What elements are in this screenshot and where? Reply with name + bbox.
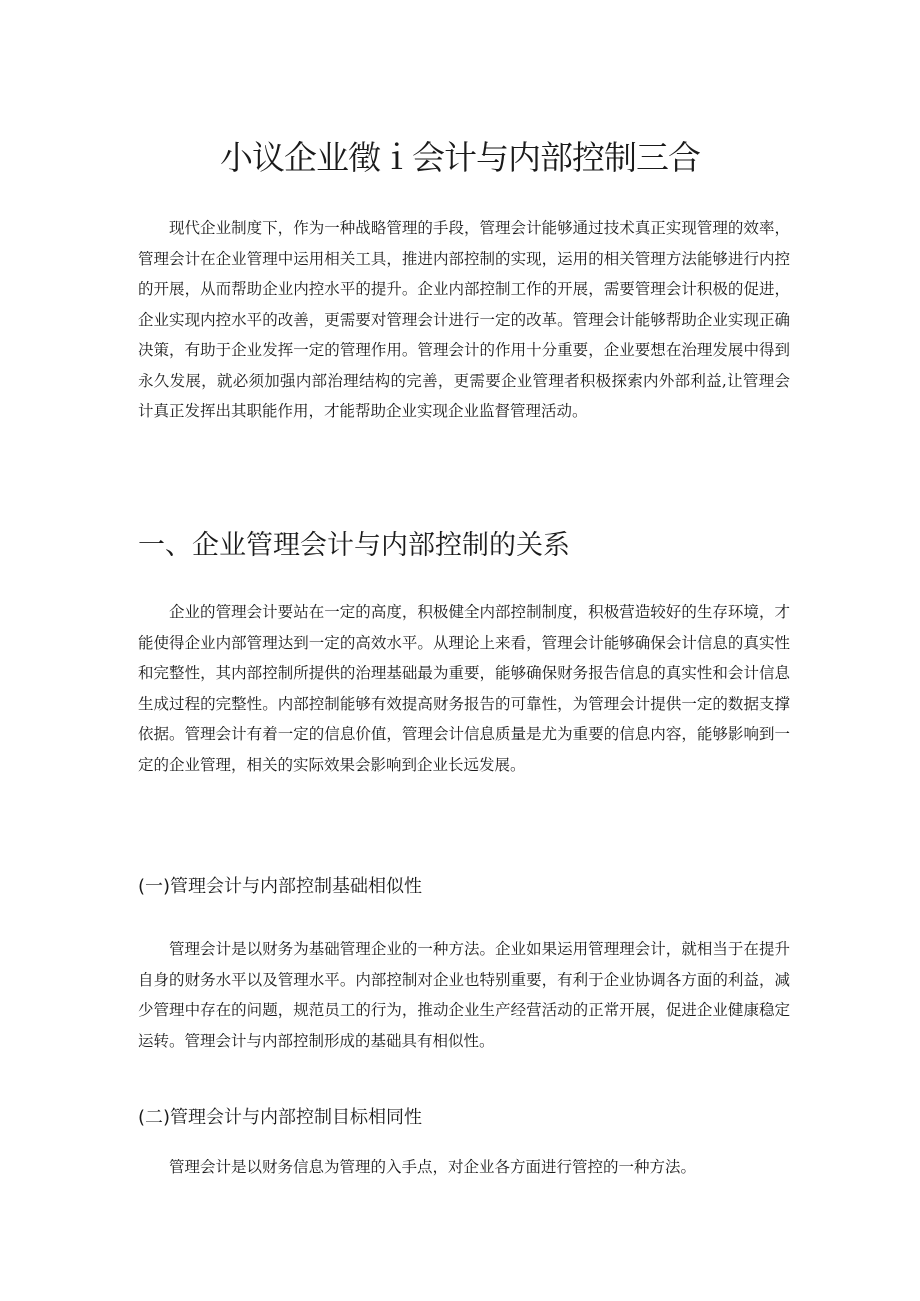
subsection-heading-b: (二)管理会计与内部控制目标相同性: [138, 1107, 423, 1128]
section-heading: 一、企业管理会计与内部控制的关系: [138, 530, 570, 561]
subsection-paragraph-a: 管理会计是以财务为基础管理企业的一种方法。企业如果运用管理理会计，就相当于在提升自身的财务水平以及管理水平。内部控制对企业也特别重要，有利于企业协调各方面的利益，减少管理中存在的问题，规范员工的行为，推动企业生产经营活动的正常开展，促进企业健康稳定运转。管理会计与内部控制形成的基础具有相似性。: [138, 940, 790, 1050]
subsection-heading-a: (一)管理会计与内部控制基础相似性: [138, 876, 423, 897]
section-paragraph: 企业的管理会计要站在一定的高度，积极健全内部控制制度，积极营造较好的生存环境，才能使得企业内部管理达到一定的高效水平。从理论上来看，管理会计能够确保会计信息的真实性和完整性，其内部控制所提供的治理基础最为重要，能够确保财务报告信息的真实性和会计信息生成过程的完整性。内部控制能够有效提高财务报告的可靠性，为管理会计提供一定的数据支撑依据。管理会计有着一定的信息价值，管理会计信息质量是尤为重要的信息内容，能够影响到一定的企业管理，相关的实际效果会影响到企业长远发展。: [138, 603, 790, 774]
intro-paragraph: 现代企业制度下，作为一种战略管理的手段，管理会计能够通过技术真正实现管理的效率，管理会计在企业管理中运用相关工具，推进内部控制的实现，运用的相关管理方法能够进行内控的开展，从而帮助企业内控水平的提升。企业内部控制工作的开展，需要管理会计积极的促进，企业实现内控水平的改善，更需要对管理会计进行一定的改革。管理会计能够帮助企业实现正确决策，有助于企业发挥一定的管理作用。管理会计的作用十分重要，企业要想在治理发展中得到永久发展，就必须加强内部治理结构的完善，更需要企业管理者积极探索内外部利益,让管理会计真正发挥出其职能作用，才能帮助企业实现企业监督管理活动。: [138, 219, 790, 420]
subsection-paragraph-b: 管理会计是以财务信息为管理的入手点，对企业各方面进行管控的一种方法。: [169, 1158, 697, 1176]
document-title: 小议企业徵ｉ会计与内部控制三合: [220, 138, 700, 177]
